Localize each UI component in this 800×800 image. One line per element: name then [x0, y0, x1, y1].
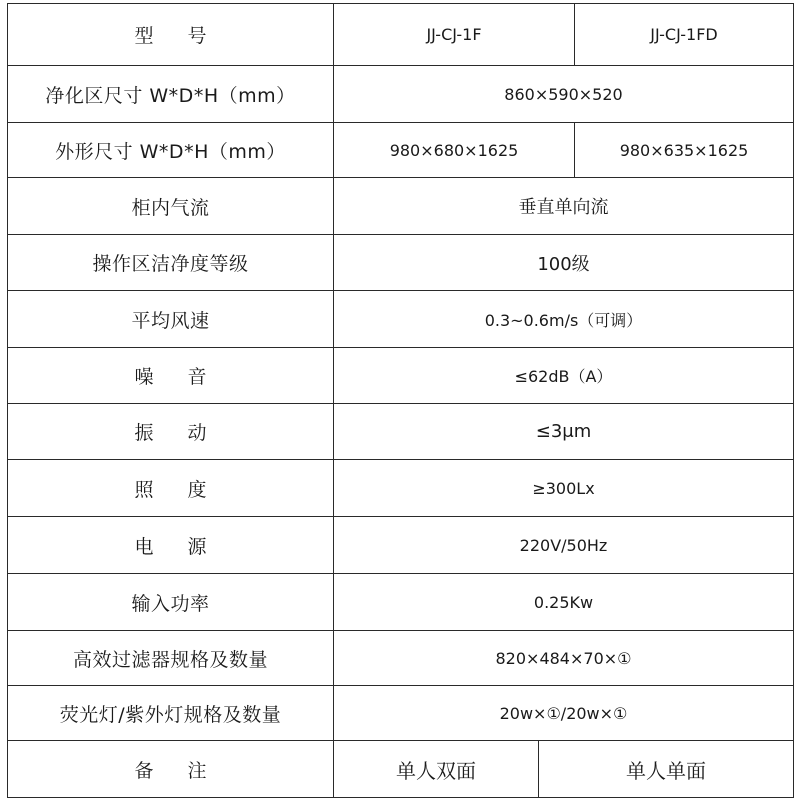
- row-value: 单人双面: [334, 741, 539, 798]
- table-row: [8, 741, 794, 798]
- row-label: 型号: [8, 4, 334, 66]
- table-row: [8, 291, 794, 348]
- row-value: 0.3~0.6m/s（可调）: [334, 291, 794, 348]
- row-label: 输入功率: [8, 574, 334, 631]
- row-label: 荧光灯/紫外灯规格及数量: [8, 686, 334, 741]
- row-label: 操作区洁净度等级: [8, 235, 334, 291]
- row-value: ≤3μm: [334, 404, 794, 460]
- row-value: JJ-CJ-1F: [334, 4, 575, 66]
- row-value: 单人单面: [539, 741, 794, 798]
- row-value: 820×484×70×①: [334, 631, 794, 686]
- row-label: 振动: [8, 404, 334, 460]
- table-row: [8, 631, 794, 686]
- row-value: 0.25Kw: [334, 574, 794, 631]
- table-row: [8, 348, 794, 404]
- row-label: 外形尺寸 W*D*H（mm）: [8, 123, 334, 178]
- row-value: ≤62dB（A）: [334, 348, 794, 404]
- table-row: [8, 404, 794, 460]
- row-label: 平均风速: [8, 291, 334, 348]
- row-value: 860×590×520: [334, 66, 794, 123]
- row-value: 980×635×1625: [575, 123, 794, 178]
- table-row: [8, 686, 794, 741]
- row-label: 噪音: [8, 348, 334, 404]
- row-value: JJ-CJ-1FD: [575, 4, 794, 66]
- table-row: [8, 4, 794, 66]
- table-row: [8, 123, 794, 178]
- spec-table: [7, 3, 794, 798]
- row-value: 100级: [334, 235, 794, 291]
- row-label: 净化区尺寸 W*D*H（mm）: [8, 66, 334, 123]
- row-label: 高效过滤器规格及数量: [8, 631, 334, 686]
- row-value: ≥300Lx: [334, 460, 794, 517]
- row-label: 柜内气流: [8, 178, 334, 235]
- table-row: [8, 235, 794, 291]
- row-value: 垂直单向流: [334, 178, 794, 235]
- table-row: [8, 66, 794, 123]
- row-label: 照度: [8, 460, 334, 517]
- table-row: [8, 574, 794, 631]
- table-row: [8, 517, 794, 574]
- row-label: 电源: [8, 517, 334, 574]
- table-row: [8, 178, 794, 235]
- row-label: 备注: [8, 741, 334, 798]
- table-row: [8, 460, 794, 517]
- row-value: 980×680×1625: [334, 123, 575, 178]
- row-value: 20w×①/20w×①: [334, 686, 794, 741]
- row-value: 220V/50Hz: [334, 517, 794, 574]
